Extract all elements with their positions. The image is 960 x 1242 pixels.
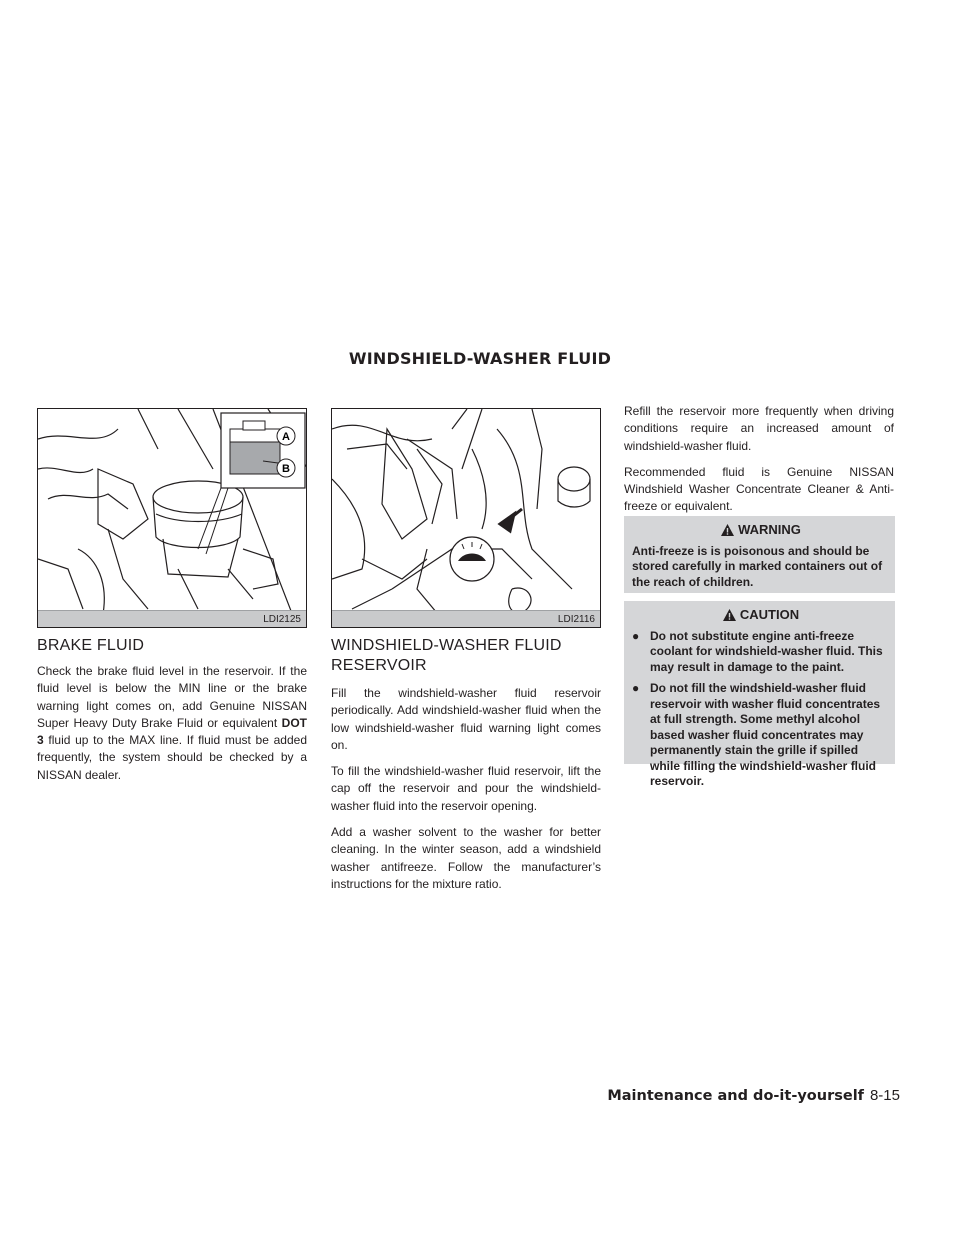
bullet-icon: ●: [632, 681, 640, 695]
brake-fluid-heading: BRAKE FLUID: [37, 637, 145, 654]
washer-reservoir-illustration: [332, 409, 601, 628]
warning-text: Anti-freeze is is poisonous and should be stored carefully in marked containers out of the reach of children.: [632, 543, 883, 589]
figure-id-label: LDI2125: [38, 610, 306, 627]
brake-fluid-body: Check the brake fluid level in the reservoir. If the fluid level is below the MIN line or the brake warning light comes on, add Genuine NISSAN Super Heavy Duty Brake Fluid or equivalent DOT 3 fluid up to the MAX line. If fluid must be added frequently, the system should be checked by a NISSAN dealer.: [37, 664, 307, 782]
arrow-icon: [500, 509, 522, 531]
callout-b: B: [282, 463, 290, 475]
list-item: ● Do not fill the windshield-washer fluid reservoir with washer fluid concentrates at full strength. Some methyl alcohol based washer fluid concentrates may permanently stain the grille if spilled while filling the windshield-washer fluid reservoir.: [632, 681, 881, 788]
paragraph: Add a washer solvent to the washer for better cleaning. In the winter season, add a windshield washer antifreeze. Follow the manufacturer’s instructions for the mixture ratio.: [331, 825, 601, 891]
warning-triangle-icon: [720, 523, 735, 537]
brake-reservoir-illustration: [38, 409, 307, 628]
brake-fluid-figure: [37, 408, 307, 628]
paragraph: Recommended fluid is Genuine NISSAN Windshield Washer Concentrate Cleaner & Anti-freeze or equivalent.: [624, 464, 894, 514]
page-footer: [607, 1087, 900, 1104]
washer-reservoir-figure: [331, 408, 601, 628]
figure-id-label: LDI2116: [332, 610, 600, 627]
bullet-icon: ●: [632, 628, 640, 643]
page-number: 8-15: [869, 1087, 900, 1104]
dot3-label: DOT 3: [37, 715, 307, 748]
caution-title: CAUTION: [739, 607, 800, 622]
paragraph: Fill the windshield-washer fluid reservoir periodically. Add windshield-washer fluid when the low windshield-washer fluid warning light comes on.: [331, 686, 601, 752]
washer-reservoir-heading: WINDSHIELD-WASHER FLUID RESERVOIR: [331, 637, 562, 674]
paragraph: Refill the reservoir more frequently when driving conditions require an increased amount of windshield-washer fluid.: [624, 404, 894, 453]
caution-triangle-icon: [722, 608, 737, 622]
reservoir-level-inset: [198, 413, 305, 554]
warning-box: [624, 516, 895, 593]
caution-box: [624, 601, 895, 788]
warning-title: WARNING: [738, 522, 801, 537]
paragraph: To fill the windshield-washer fluid reservoir, lift the cap off the reservoir and pour the windshield-washer fluid into the reservoir opening.: [331, 764, 601, 813]
callout-a: A: [282, 431, 290, 443]
section-title: WINDSHIELD-WASHER FLUID: [348, 349, 612, 368]
chapter-title: Maintenance and do-it-yourself: [607, 1088, 864, 1104]
washer-reservoir-body: [331, 685, 601, 902]
washer-cap-symbol: [450, 537, 494, 581]
right-column-body: [624, 403, 894, 525]
list-item: ● Do not substitute engine anti-freeze coolant for windshield-washer fluid. This may result in damage to the paint.: [632, 628, 883, 674]
